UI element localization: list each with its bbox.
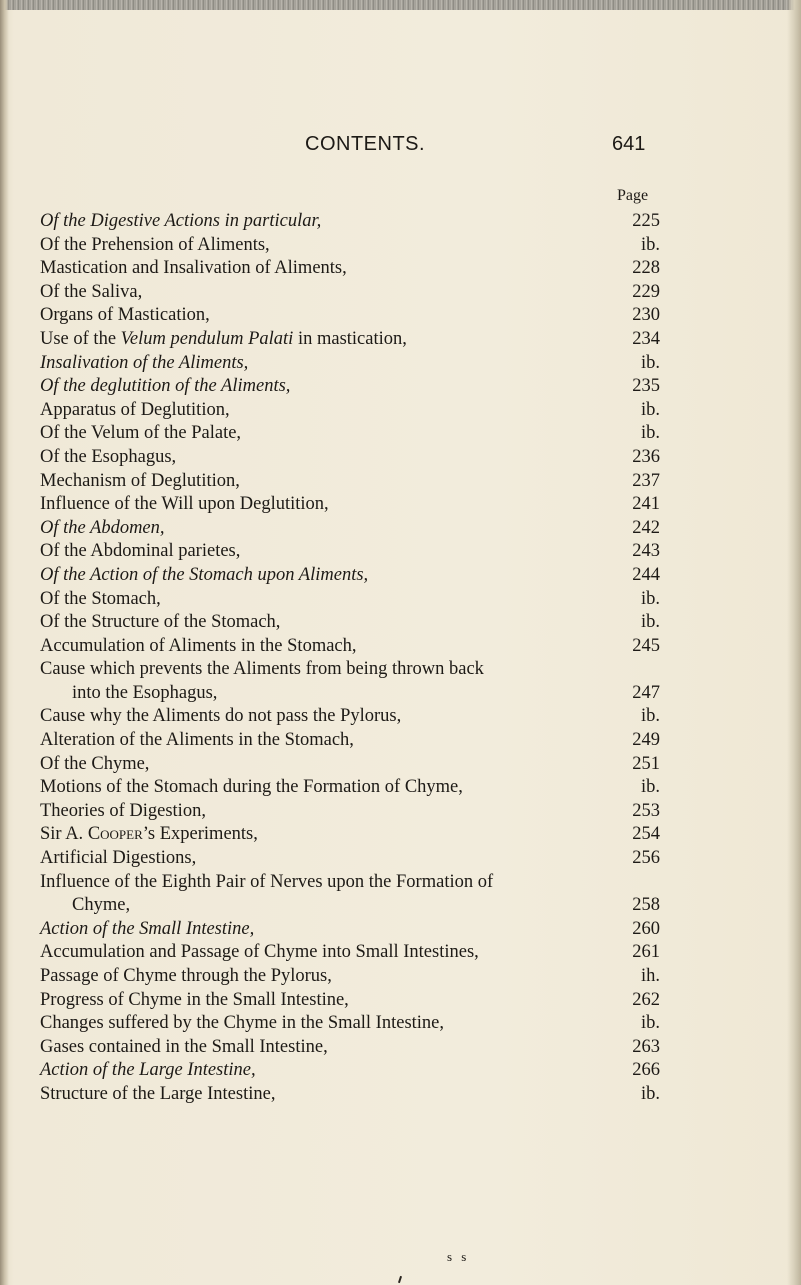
entry-title: Of the Structure of the Stomach, xyxy=(40,612,281,633)
toc-entry xyxy=(40,281,660,305)
toc-entry xyxy=(40,847,660,871)
entry-page-number: ib. xyxy=(640,352,660,373)
entry-title-part: Sir A. xyxy=(40,824,88,845)
toc-entry xyxy=(40,446,660,470)
entry-title: Of the Esophagus, xyxy=(40,446,177,467)
toc-entry xyxy=(40,470,660,494)
entry-title: Artificial Digestions, xyxy=(40,848,197,869)
entry-page-number: 234 xyxy=(632,328,660,349)
entry-title: Of the Saliva, xyxy=(40,281,143,302)
entry-page-number: 256 xyxy=(632,848,660,869)
toc-entry xyxy=(40,399,660,423)
entry-title: Mechanism of Deglutition, xyxy=(40,470,240,491)
entry-page-number: 266 xyxy=(632,1060,660,1081)
entry-title: Cause which prevents the Aliments from being thrown back xyxy=(40,659,484,680)
entry-title-part: Velum pendulum Palati xyxy=(120,328,294,349)
toc-entry xyxy=(40,705,660,729)
entry-page-number: 249 xyxy=(632,730,660,751)
entry-title: Structure of the Large Intestine, xyxy=(40,1083,276,1104)
entry-title: Action of the Small Intestine, xyxy=(40,918,255,939)
entry-page-number: ib. xyxy=(640,1013,660,1034)
entry-title-continuation: Chyme, xyxy=(72,895,131,916)
toc-entry xyxy=(40,871,660,918)
entry-title: Accumulation and Passage of Chyme into Small Intestines, xyxy=(40,942,479,963)
entry-title: Of the Prehension of Aliments, xyxy=(40,234,270,255)
table-of-contents xyxy=(40,210,660,1107)
toc-entry xyxy=(40,729,660,753)
entry-page-number: 261 xyxy=(632,942,660,963)
toc-entry xyxy=(40,257,660,281)
entry-title: Influence of the Will upon Deglutition, xyxy=(40,494,329,515)
toc-entry xyxy=(40,210,660,234)
toc-entry xyxy=(40,753,660,777)
entry-page-number: ib. xyxy=(640,423,660,444)
entry-page-number: 243 xyxy=(632,541,660,562)
entry-title-continuation: into the Esophagus, xyxy=(72,682,218,703)
entry-page-number: 254 xyxy=(632,824,660,845)
toc-entry xyxy=(40,352,660,376)
toc-entry xyxy=(40,658,660,705)
entry-page-number: 251 xyxy=(632,753,660,774)
entry-title: Motions of the Stomach during the Formation of Chyme, xyxy=(40,777,463,798)
entry-page-number: 230 xyxy=(632,305,660,326)
entry-page-number: ib. xyxy=(640,588,660,609)
entry-page-number: 228 xyxy=(632,258,660,279)
toc-entry xyxy=(40,989,660,1013)
entry-page-number: 241 xyxy=(632,494,660,515)
entry-title: Of the Chyme, xyxy=(40,753,150,774)
entry-title: Of the Abdominal parietes, xyxy=(40,541,241,562)
entry-title: Of the deglutition of the Aliments, xyxy=(40,376,291,397)
entry-page-number: 237 xyxy=(632,470,660,491)
entry-title: Progress of Chyme in the Small Intestine, xyxy=(40,989,349,1010)
entry-title: Action of the Large Intestine, xyxy=(40,1060,256,1081)
entry-title-part: ’s Experiments, xyxy=(142,824,258,845)
entry-page-number: 245 xyxy=(632,635,660,656)
entry-title: Cause why the Aliments do not pass the Pylorus, xyxy=(40,706,402,727)
toc-entry xyxy=(40,635,660,659)
entry-title: Alteration of the Aliments in the Stomach, xyxy=(40,730,354,751)
entry-title: Influence of the Eighth Pair of Nerves upon the Formation of xyxy=(40,871,494,892)
entry-page-number: 258 xyxy=(632,895,660,916)
page-binding-shadow xyxy=(0,0,9,1285)
entry-title: Gases contained in the Small Intestine, xyxy=(40,1036,328,1057)
entry-title: Insalivation of the Aliments, xyxy=(40,352,249,373)
page-number: 641 xyxy=(612,133,646,155)
entry-page-number: 225 xyxy=(632,211,660,231)
entry-page-number: 253 xyxy=(632,800,660,821)
entry-title: Theories of Digestion, xyxy=(40,800,206,821)
toc-entry xyxy=(40,800,660,824)
entry-title: Of the Action of the Stomach upon Aliments, xyxy=(40,564,369,585)
entry-title: Of the Velum of the Palate, xyxy=(40,423,242,444)
toc-entry xyxy=(40,564,660,588)
entry-page-number: 236 xyxy=(632,446,660,467)
toc-entry xyxy=(40,540,660,564)
entry-title: Organs of Mastication, xyxy=(40,305,210,326)
entry-title xyxy=(40,328,407,352)
entry-title-part: in mastication, xyxy=(293,328,407,349)
entry-page-number: ib. xyxy=(640,777,660,798)
running-title: CONTENTS. xyxy=(305,133,426,155)
toc-entry xyxy=(40,375,660,399)
toc-entry xyxy=(40,304,660,328)
toc-entry xyxy=(40,823,660,847)
toc-entry xyxy=(40,422,660,446)
toc-entry xyxy=(40,517,660,541)
entry-page-number: 262 xyxy=(632,989,660,1010)
entry-page-number: ib. xyxy=(640,399,660,420)
toc-entry xyxy=(40,776,660,800)
entry-page-number: 235 xyxy=(632,376,660,397)
toc-entry xyxy=(40,1059,660,1083)
toc-entry xyxy=(40,965,660,989)
entry-title: Of the Stomach, xyxy=(40,588,161,609)
entry-page-number: ib. xyxy=(640,1083,660,1104)
entry-page-number: 244 xyxy=(632,564,660,585)
entry-page-number: 260 xyxy=(632,918,660,939)
entry-title: Changes suffered by the Chyme in the Small Intestine, xyxy=(40,1013,445,1034)
entry-page-number: ib. xyxy=(640,706,660,727)
toc-entry xyxy=(40,918,660,942)
entry-page-number: 229 xyxy=(632,281,660,302)
page-top-edge xyxy=(0,0,801,10)
entry-title: Passage of Chyme through the Pylorus, xyxy=(40,966,332,986)
toc-entry xyxy=(40,1036,660,1060)
entry-title-part: Cooper xyxy=(87,824,143,845)
toc-entry xyxy=(40,588,660,612)
toc-entry xyxy=(40,1083,660,1107)
entry-title: Mastication and Insalivation of Aliments, xyxy=(40,258,347,279)
entry-title: Apparatus of Deglutition, xyxy=(40,399,230,420)
toc-entry xyxy=(40,328,660,352)
signature-mark: s s xyxy=(447,1249,470,1264)
entry-page-number: ih. xyxy=(640,966,660,986)
entry-title-part: Use of the xyxy=(40,328,121,349)
toc-entry xyxy=(40,941,660,965)
entry-page-number: 247 xyxy=(632,682,660,703)
entry-page-number: 242 xyxy=(632,517,660,538)
toc-entry xyxy=(40,611,660,635)
entry-page-number: ib. xyxy=(640,612,660,633)
toc-entry xyxy=(40,1012,660,1036)
entry-title: Of the Abdomen, xyxy=(40,517,165,538)
entry-title xyxy=(40,823,258,847)
ink-speck xyxy=(398,1276,402,1283)
page-column-label: Page xyxy=(617,187,649,204)
toc-entry xyxy=(40,493,660,517)
page-right-edge xyxy=(787,0,801,1285)
running-header xyxy=(0,133,801,163)
entry-page-number: ib. xyxy=(640,234,660,255)
toc-entry xyxy=(40,234,660,258)
entry-title: Of the Digestive Actions in particular, xyxy=(40,211,322,231)
entry-title: Accumulation of Aliments in the Stomach, xyxy=(40,635,357,656)
entry-page-number: 263 xyxy=(632,1036,660,1057)
